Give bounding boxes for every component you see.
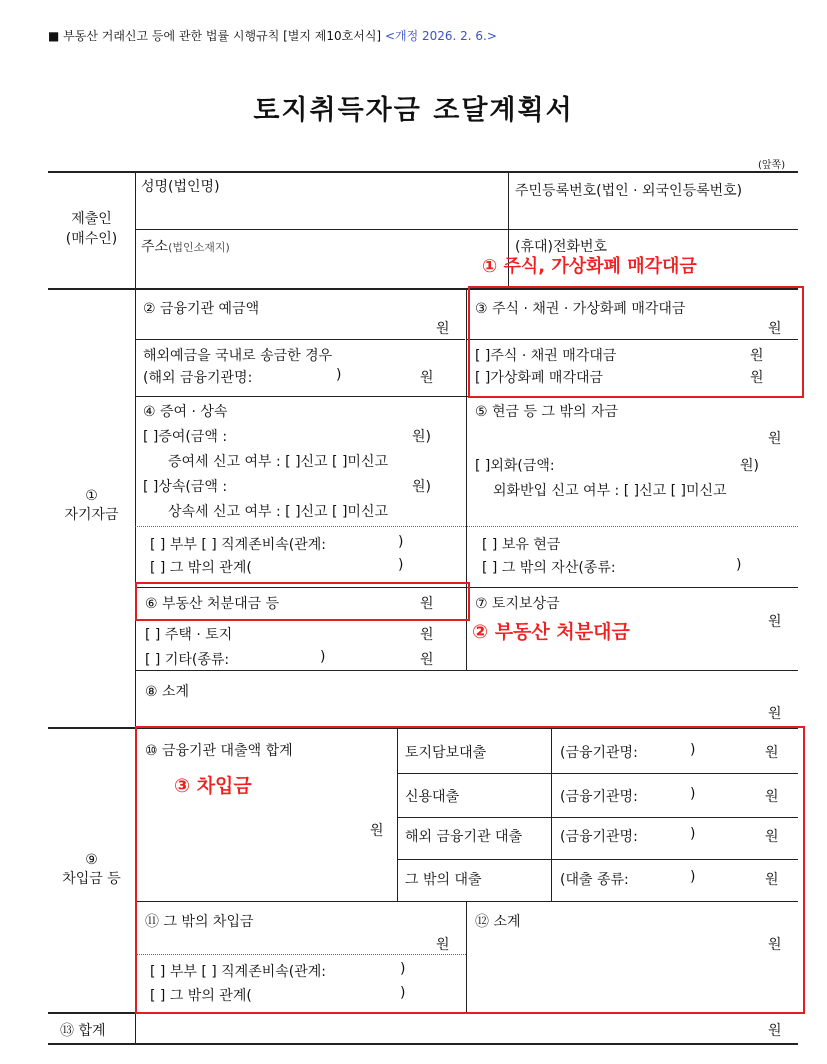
cash-other-label: ⑤ 현금 등 그 밖의 자금 [475,404,618,420]
overseas-bank-label[interactable]: (해외 금융기관명: [143,370,253,386]
own-rel-other-checkbox[interactable]: [ ] 그 밖의 관계( [150,560,252,576]
loan-detail-overseas[interactable]: (금융기관명: [560,829,638,845]
cash-won[interactable]: 원 [768,431,782,447]
deposit-won[interactable]: 원 [436,321,450,337]
crypto-sale-checkbox[interactable]: [ ]가상화폐 매각대금 [475,370,604,386]
rel-dotted-divider [135,526,798,527]
revision-date: <개정 2026. 2. 6.> [384,29,497,43]
annotation-realestate: ② 부동산 처분대금 [472,621,630,643]
loan-type-overseas: 해외 금융기관 대출 [405,829,523,845]
table-top-border [48,171,798,173]
other-borrowing-label: ⑪ 그 밖의 차입금 [145,914,254,930]
foreign-won[interactable]: 원) [740,458,759,474]
loan-won-credit[interactable]: 원 [765,789,779,805]
stock-sale-checkbox[interactable]: [ ]주식 · 채권 매각대금 [475,348,617,364]
stock-sale-won[interactable]: 원 [750,348,764,364]
annotation-stocks-crypto: ① 주식, 가상화폐 매각대금 [482,256,697,277]
gift-inherit-label: ④ 증여 · 상속 [143,404,228,420]
front-page-mark: (앞쪽) [758,160,786,171]
realestate-won[interactable]: 원 [420,596,434,612]
phone-field-label[interactable]: (휴대)전화번호 [515,239,608,255]
id-number-field-label[interactable]: 주민등록번호(법인 · 외국인등록번호) [515,183,743,199]
grand-total-label: ⑬ 합계 [60,1023,106,1039]
foreign-currency-checkbox[interactable]: [ ]외화(금액: [475,458,555,474]
loan-type-land: 토지담보대출 [405,745,487,761]
borrow-rel-family-checkbox[interactable]: [ ] 부부 [ ] 직계존비속(관계: [150,964,326,980]
loan-won-land[interactable]: 원 [765,745,779,761]
borrowed-highlight-box [135,726,805,1014]
borrow-subtotal-label: ⑫ 소계 [475,914,521,930]
own-funds-label: ① 자기자금 [64,488,119,523]
other-borrowing-won[interactable]: 원 [436,937,450,953]
stocks-highlight-box [468,286,804,398]
stocks-crypto-label: ③ 주식 · 채권 · 가상화폐 매각대금 [475,301,686,317]
inherit-checkbox[interactable]: [ ]상속(금액 : [143,479,228,495]
own-funds-label-divider [135,290,136,726]
submitter-label: 제출인 (매수인) [65,211,118,247]
borrow-rel-close-1: ) [400,961,406,977]
other-kind-close: ) [320,649,326,665]
borrow-rel-close-2: ) [400,985,406,1001]
gift-tax-report[interactable]: 증여세 신고 여부 : [ ]신고 [ ]미신고 [168,454,389,470]
loan-total-won[interactable]: 원 [370,823,384,839]
land-compensation-label: ⑦ 토지보상금 [475,596,560,612]
own-rel-close-2: ) [398,557,404,573]
house-land-checkbox[interactable]: [ ] 주택 · 토지 [145,627,233,643]
realestate-highlight-box [135,582,470,621]
legal-ref-text: ■ 부동산 거래신고 등에 관한 법률 시행규칙 [별지 제10호서식] [48,29,382,43]
loan-total-label: ⑩ 금융기관 대출액 합계 [145,743,293,759]
own-subtotal-label: ⑧ 소계 [145,684,190,700]
loan-close-2: ) [690,786,696,802]
overseas-bank-close: ) [336,367,342,383]
deposit-divider [135,339,465,340]
house-land-won[interactable]: 원 [420,627,434,643]
submitter-row-divider [135,229,798,230]
stocks-won[interactable]: 원 [768,321,782,337]
row-divider-8 [135,670,798,671]
loan-close-3: ) [690,826,696,842]
inherit-tax-report[interactable]: 상속세 신고 여부 : [ ]신고 [ ]미신고 [168,504,389,520]
annotation-borrowed: ③ 차입금 [174,775,252,797]
other-assets-close: ) [736,557,742,573]
other-kind-checkbox[interactable]: [ ] 기타(종류: [145,652,230,668]
grand-total-won[interactable]: 원 [768,1023,782,1039]
own-subtotal-won[interactable]: 원 [768,706,782,722]
deposit-label: ② 금융기관 예금액 [143,301,260,317]
crypto-sale-won[interactable]: 원 [750,370,764,386]
loan-won-overseas[interactable]: 원 [765,829,779,845]
loan-close-1: ) [690,742,696,758]
own-rel-close-1: ) [398,534,404,550]
total-divider [135,1014,136,1044]
loan-type-other: 그 밖의 대출 [405,872,482,888]
other-assets-checkbox[interactable]: [ ] 그 밖의 자산(종류: [482,560,616,576]
loan-type-credit: 신용대출 [405,789,460,805]
gift-checkbox[interactable]: [ ]증여(금액 : [143,429,228,445]
foreign-report[interactable]: 외화반입 신고 여부 : [ ]신고 [ ]미신고 [493,483,727,499]
loan-detail-other[interactable]: (대출 종류: [560,872,629,888]
other-kind-won[interactable]: 원 [420,652,434,668]
realestate-proceeds-label: ⑥ 부동산 처분대금 등 [145,596,280,612]
compensation-won[interactable]: 원 [768,614,782,630]
loan-won-other[interactable]: 원 [765,872,779,888]
overseas-won[interactable]: 원 [420,370,434,386]
borrow-subtotal-won[interactable]: 원 [768,937,782,953]
form-title: 토지취득자금 조달계획서 [253,95,574,126]
cash-held-checkbox[interactable]: [ ] 보유 현금 [482,537,561,553]
loan-detail-credit[interactable]: (금융기관명: [560,789,638,805]
loan-close-4: ) [690,869,696,885]
borrowed-label: ⑨ 차입금 등 [62,852,121,887]
gift-won[interactable]: 원) [412,429,431,445]
table-bottom-border [48,1043,798,1045]
borrow-rel-other-checkbox[interactable]: [ ] 그 밖의 관계( [150,988,252,1004]
legal-reference [48,27,497,44]
overseas-remit-label: 해외예금을 국내로 송금한 경우 [143,348,333,364]
inherit-won[interactable]: 원) [412,479,431,495]
own-rel-family-checkbox[interactable]: [ ] 부부 [ ] 직계존비속(관계: [150,537,326,553]
loan-detail-land[interactable]: (금융기관명: [560,745,638,761]
name-field-label[interactable]: 성명(법인명) [141,179,220,195]
address-field-label[interactable]: 주소(법인소재지) [141,239,230,255]
submitter-label-divider [135,172,136,288]
